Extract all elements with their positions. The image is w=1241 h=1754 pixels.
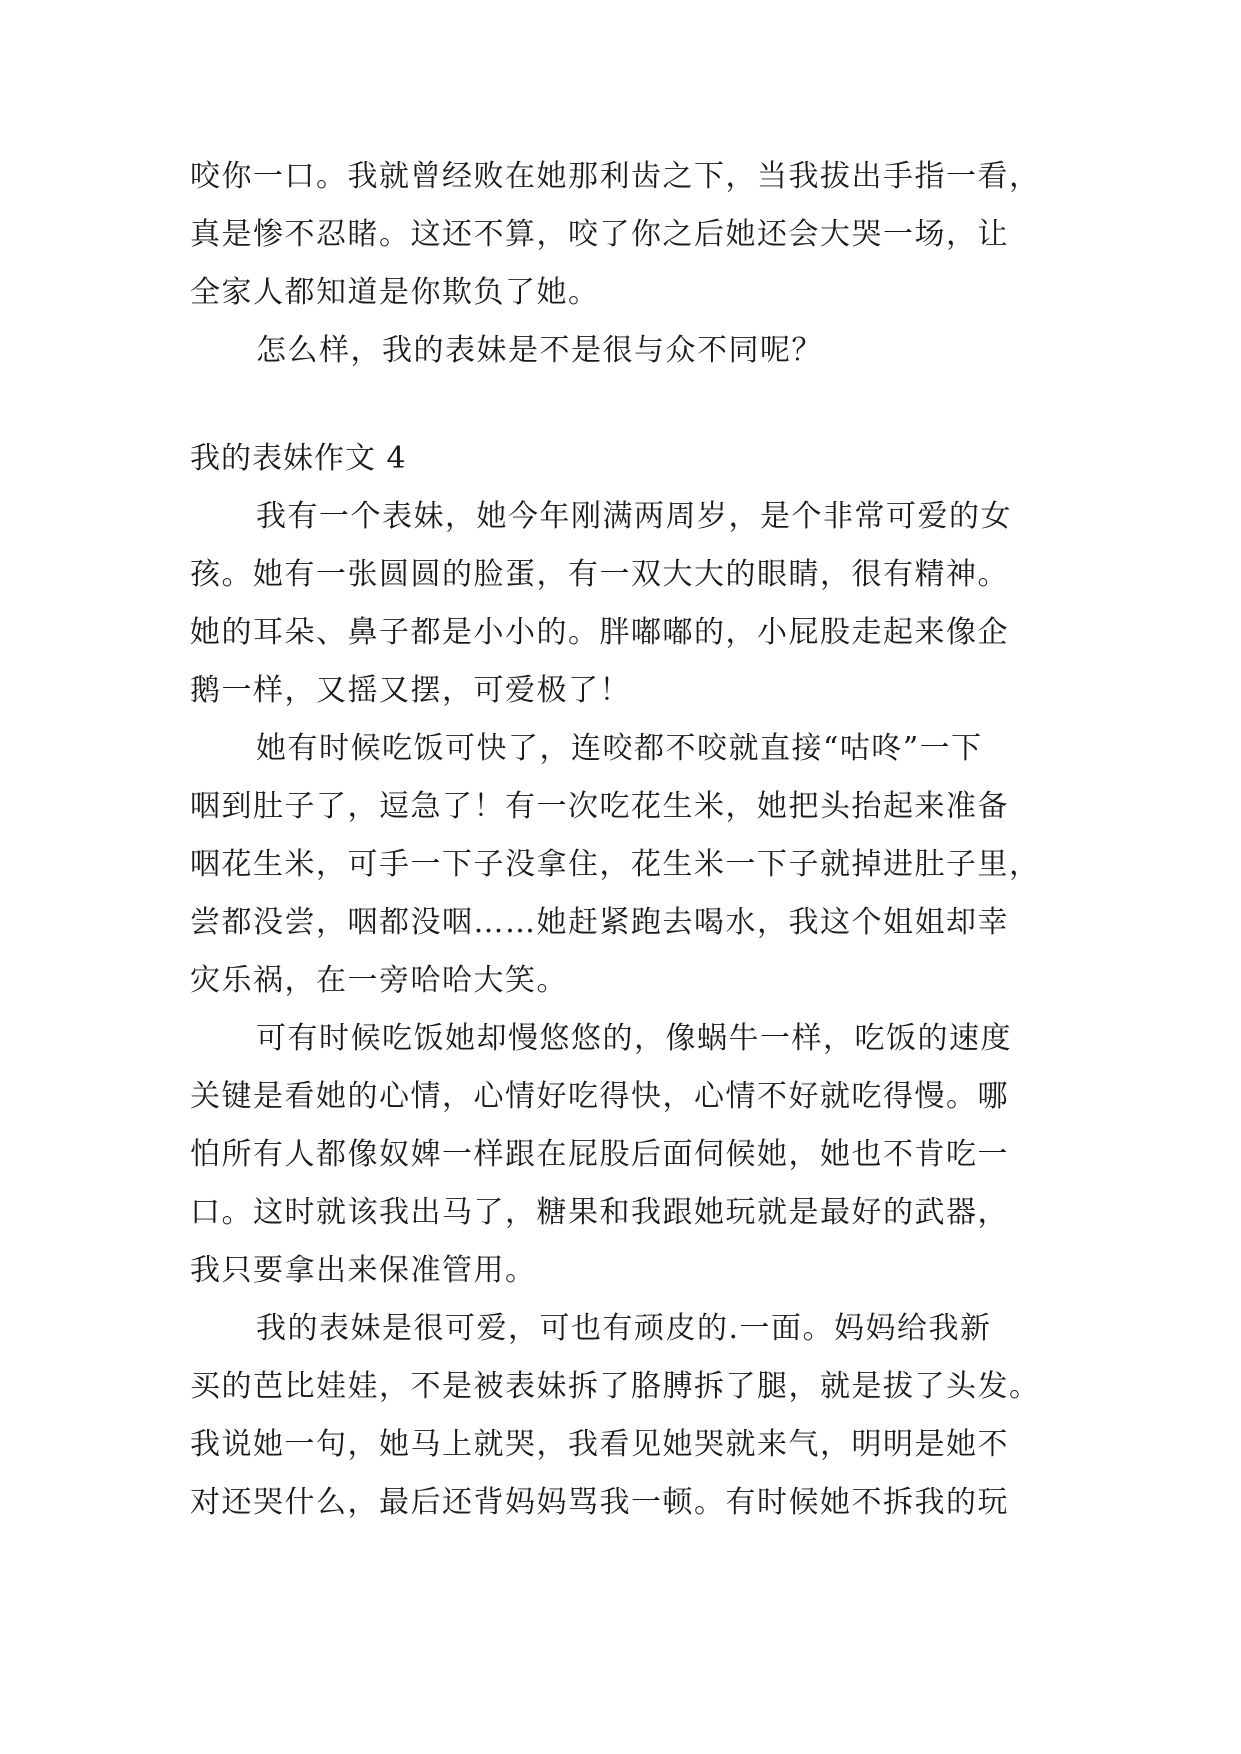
text-line: 怕所有人都像奴婢一样跟在屁股后面伺候她，她也不肯吃一 (190, 1137, 1009, 1172)
text-line: 对还哭什么，最后还背妈妈骂我一顿。有时候她不拆我的玩 (190, 1485, 1009, 1520)
section-1 (190, 148, 1060, 380)
text-line: 咬你一口。我就曾经败在她那利齿之下，当我拔出手指一看， (190, 159, 1041, 194)
section-title: 我的表妹作文 4 (190, 441, 407, 476)
text-line: 我的表妹是很可爱，可也有顽皮的.一面。妈妈给我新 (256, 1311, 992, 1346)
text-line: 我说她一句，她马上就哭，我看见她哭就来气，明明是她不 (190, 1427, 1009, 1462)
text-line: 她的耳朵、鼻子都是小小的。胖嘟嘟的，小屁股走起来像企 (190, 615, 1009, 650)
text-line: 口。这时就该我出马了，糖果和我跟她玩就是最好的武器， (190, 1195, 1009, 1230)
text-line: 怎么样，我的表妹是不是很与众不同呢？ (256, 333, 823, 368)
text-line: 关键是看她的心情，心情好吃得快，心情不好就吃得慢。哪 (190, 1079, 1009, 1114)
document-page (190, 148, 1060, 1532)
text-line: 可有时候吃饭她却慢悠悠的，像蜗牛一样，吃饭的速度 (256, 1021, 1012, 1056)
text-line: 咽花生米，可手一下子没拿住，花生米一下子就掉进肚子里， (190, 847, 1041, 882)
text-line: 买的芭比娃娃，不是被表妹拆了胳膊拆了腿，就是拔了头发。 (190, 1369, 1041, 1404)
paragraph (190, 322, 1060, 380)
paragraph (190, 148, 1060, 322)
section-gap (190, 380, 1060, 430)
text-line: 咽到肚子了，逗急了！有一次吃花生米，她把头抬起来准备 (190, 789, 1009, 824)
text-line: 全家人都知道是你欺负了她。 (190, 275, 600, 310)
paragraph (190, 488, 1060, 720)
text-line: 我有一个表妹，她今年刚满两周岁，是个非常可爱的女 (256, 499, 1012, 534)
paragraph (190, 1300, 1060, 1532)
text-line: 鹅一样，又摇又摆，可爱极了！ (190, 673, 631, 708)
text-line: 灾乐祸，在一旁哈哈大笑。 (190, 963, 568, 998)
text-line: 我只要拿出来保准管用。 (190, 1253, 537, 1288)
text-line: 真是惨不忍睹。这还不算，咬了你之后她还会大哭一场，让 (190, 217, 1009, 252)
text-line: 她有时候吃饭可快了，连咬都不咬就直接“咕咚”一下 (256, 731, 983, 766)
paragraph (190, 720, 1060, 1010)
section-2 (190, 430, 1060, 1532)
paragraph (190, 1010, 1060, 1300)
text-line: 尝都没尝，咽都没咽……她赶紧跑去喝水，我这个姐姐却幸 (190, 905, 1009, 940)
text-line: 孩。她有一张圆圆的脸蛋，有一双大大的眼睛，很有精神。 (190, 557, 1009, 592)
